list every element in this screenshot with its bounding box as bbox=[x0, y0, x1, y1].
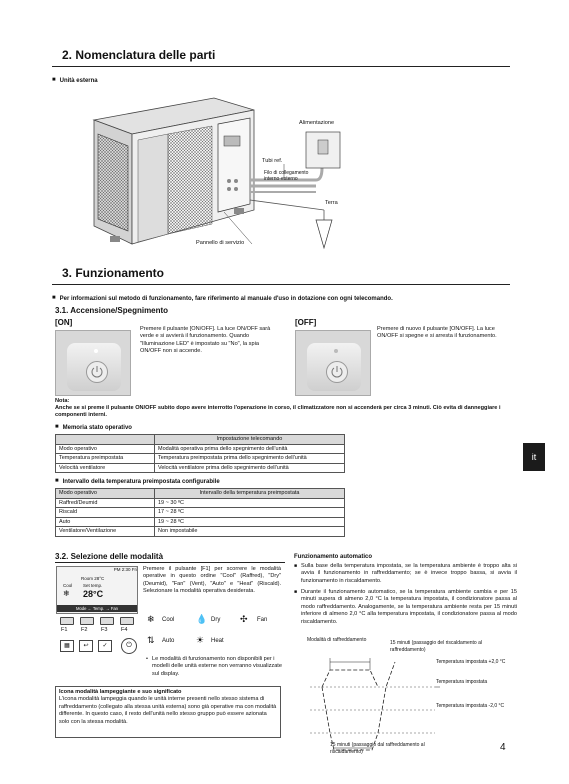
table-cell: Non impostabile bbox=[155, 527, 345, 537]
table-cell: Temperatura preimpostata prima dello spegnimento dell'unità bbox=[155, 454, 345, 464]
memoria-title: ■ Memoria stato operativo bbox=[55, 424, 132, 433]
page-number: 4 bbox=[500, 742, 506, 753]
button-face bbox=[67, 343, 121, 391]
auto-p1-text: Sulla base della temperatura impostata, se la temperatura ambiente è troppo alta si avvia il funzionamento in raffreddamento; se è invece troppo bassa, si avvia il funzionamento in riscaldamento. bbox=[301, 563, 517, 584]
dry-icon: 💧 bbox=[196, 614, 208, 624]
auto-p2-text: Durante il funzionamento automatico, se la temperatura ambiente cambia e per 15 minuti supera di almeno 2,0 °C la temperatura impostata, il condizionatore passa al modo raffreddamento. Analogamente, se la temperatura ambiente resta per 15 minuti inferiore di almeno 2,0 °C alla temperatura impostata, il condizionatore passa al modo riscaldamento. bbox=[301, 589, 517, 625]
table-cell: Impostazione telecomando bbox=[155, 435, 345, 445]
icona-text: L'icona modalità lampeggia quando le unità interne presenti nello stesso sistema di raffreddamento (collegato alla stessa unità esterna) sono già operative ma con modalità differente. In questo caso, il resto dell'unità nello stesso gruppo può essere azionata solo con la stessa modalità. bbox=[59, 696, 277, 725]
divider bbox=[52, 284, 510, 285]
f4-label: F4 bbox=[121, 627, 128, 633]
bullet-icon: ■ bbox=[294, 589, 298, 595]
led-on-indicator bbox=[94, 349, 98, 353]
table-header-row bbox=[56, 435, 345, 445]
nota-text: Anche se si preme il pulsante ON/OFF subito dopo avere interrotto l'operazione in corso, il climatizzatore non si accenderà per circa 3 minuti. Ciò evita di danneggiare i componenti interni. bbox=[55, 405, 501, 419]
label-tubi-ref: Tubi ref. bbox=[262, 158, 283, 164]
f3-label: F3 bbox=[101, 627, 108, 633]
table-cell: Modo operativo bbox=[56, 489, 155, 499]
table-row bbox=[56, 444, 345, 454]
auto-icon: ⇅ bbox=[147, 635, 155, 645]
on-button-illustration bbox=[55, 330, 131, 396]
confirm-button[interactable]: ✓ bbox=[98, 640, 112, 652]
subtitle-unita-esterna: ■ Unità esterna bbox=[52, 77, 98, 86]
section-title-nomenclatura: 2. Nomenclatura delle parti bbox=[62, 48, 216, 62]
heat-icon: ☀ bbox=[196, 635, 205, 645]
table-cell: Auto bbox=[56, 517, 155, 527]
menu-button[interactable]: ▦ bbox=[60, 640, 74, 652]
memoria-table bbox=[55, 434, 345, 473]
f2-key[interactable] bbox=[80, 617, 94, 625]
table-cell: Velocità ventilatore bbox=[56, 463, 155, 473]
intervallo-table bbox=[55, 488, 345, 537]
modes-note-text: Le modalità di funzionamento non disponibili per i modelli delle unità esterne non verranno visualizzate sul display. bbox=[152, 656, 282, 677]
table-row bbox=[56, 498, 345, 508]
nota-label: Nota: bbox=[55, 398, 70, 404]
off-label: [OFF] bbox=[295, 318, 317, 327]
remote-lcd bbox=[56, 566, 138, 614]
modes-note bbox=[146, 656, 286, 678]
table-header-row bbox=[56, 489, 345, 499]
table-cell: Modalità operativa prima dello spegnimento dell'unità bbox=[155, 444, 345, 454]
on-description: Premere il pulsante [ON/OFF]. La luce ON/OFF sarà verde e si avvierà il funzionamento. Quando "Illuminazione LED" è impostato su "No", la spia ON/OFF non si accende. bbox=[140, 326, 271, 355]
off-description: Premere di nuovo il pulsante [ON/OFF]. La luce ON/OFF si spegne e si arresta il funzionamento. bbox=[377, 326, 497, 340]
table-row bbox=[56, 517, 345, 527]
lcd-temp: 28°C bbox=[83, 589, 104, 599]
graph-15-heat: 15 minuti (passaggio dal raffreddamento al riscaldamento) bbox=[330, 742, 425, 755]
mode-heat-label: Heat bbox=[211, 638, 224, 644]
table-row bbox=[56, 527, 345, 537]
table-cell: Raffred/Deumid bbox=[56, 498, 155, 508]
table-cell: 17 ~ 28 ºC bbox=[155, 508, 345, 518]
auto-p1 bbox=[294, 563, 517, 585]
subsection-accensione: 3.1. Accensione/Spegnimento bbox=[55, 306, 169, 315]
graph-minus: Temperatura impostata -2,0 °C bbox=[436, 703, 505, 709]
mode-auto-label: Auto bbox=[162, 638, 175, 644]
table-cell: 19 ~ 30 ºC bbox=[155, 498, 345, 508]
table-cell: Velocità ventilatore prima dello spegnimento dell'unità bbox=[155, 463, 345, 473]
led-off-indicator bbox=[334, 349, 338, 353]
bullet-icon: • bbox=[146, 656, 148, 662]
divider bbox=[52, 66, 510, 67]
f3-key[interactable] bbox=[100, 617, 114, 625]
fan-icon: ✣ bbox=[240, 614, 248, 624]
snowflake-icon: ❄ bbox=[63, 589, 70, 598]
table-row bbox=[56, 454, 345, 464]
table-cell: Riscald bbox=[56, 508, 155, 518]
power-icon bbox=[86, 361, 108, 383]
f2-label: F2 bbox=[81, 627, 88, 633]
table-row bbox=[56, 508, 345, 518]
table-row bbox=[56, 463, 345, 473]
subsection-selezione: 3.2. Selezione delle modalità bbox=[55, 552, 164, 561]
lcd-menu-bar: Mode ← Temp. → Fan bbox=[57, 605, 137, 612]
table-cell: 19 ~ 28 ºC bbox=[155, 517, 345, 527]
cool-icon: ❄ bbox=[147, 614, 155, 624]
graph-cool-label: Modalità di raffreddamento bbox=[307, 637, 367, 643]
mode-fan-label: Fan bbox=[257, 617, 268, 623]
divider bbox=[55, 562, 285, 563]
lcd-set-temp: Set temp. bbox=[83, 583, 103, 588]
off-button-illustration bbox=[295, 330, 371, 396]
label-pannello: Pannello di servizio bbox=[196, 240, 245, 246]
table-cell: Modo operativo bbox=[56, 444, 155, 454]
graph-set: Temperatura impostata bbox=[436, 679, 488, 685]
language-tab: it bbox=[523, 443, 545, 471]
lcd-time: PM 2:30 Fri bbox=[113, 567, 137, 572]
f4-key[interactable] bbox=[120, 617, 134, 625]
bullet-icon: ■ bbox=[294, 563, 298, 569]
table-cell: Intervallo della temperatura preimpostata bbox=[155, 489, 345, 499]
lcd-cool: Cool bbox=[63, 583, 73, 588]
lcd-room: Room 28°C bbox=[81, 576, 105, 581]
f1-key[interactable] bbox=[60, 617, 74, 625]
return-button[interactable]: ↩ bbox=[79, 640, 93, 652]
power-button[interactable]: ⏻ bbox=[121, 638, 137, 654]
graph-plus: Temperatura impostata +2,0 °C bbox=[436, 659, 506, 665]
auto-title: Funzionamento automatico bbox=[294, 554, 372, 560]
label-terra: Terra bbox=[325, 200, 338, 206]
icona-title: Icona modalità lampeggiante e suo significato bbox=[59, 689, 182, 695]
button-face bbox=[307, 343, 361, 391]
outdoor-unit-diagram bbox=[84, 86, 374, 266]
table-cell bbox=[56, 435, 155, 445]
icona-box bbox=[55, 686, 281, 738]
f1-label: F1 bbox=[61, 627, 68, 633]
mode-cool-label: Cool bbox=[162, 617, 175, 623]
label-filo: Filo di collegamento interno-esterno bbox=[264, 170, 309, 182]
mode-dry-label: Dry bbox=[211, 617, 221, 623]
intro-text: ■ Per informazioni sul metodo di funzionamento, fare riferimento al manuale d'uso in dotazione con ogni telecomando. bbox=[52, 295, 512, 304]
section-title-funzionamento: 3. Funzionamento bbox=[62, 266, 164, 280]
graph-15-cool: 15 minuti (passaggio del riscaldamento al raffreddamento) bbox=[390, 640, 482, 653]
label-alimentazione: Alimentazione bbox=[299, 120, 335, 126]
on-label: [ON] bbox=[55, 318, 73, 327]
auto-p2 bbox=[294, 589, 517, 626]
selezione-description: Premere il pulsante [F1] per scorrere le modalità operative in questo ordine "Cool" (Raffred), "Dry" (Deumid), "Fan" (Vent), "Auto" e "Heat" (Riscald). Selezionare la modalità operativa desiderata. bbox=[143, 566, 281, 595]
intervallo-title: ■ Intervallo della temperatura preimpostata configurabile bbox=[55, 478, 220, 487]
power-icon bbox=[326, 361, 348, 383]
table-cell: Temperatura preimpostata bbox=[56, 454, 155, 464]
table-cell: Ventilatore/Ventilazione bbox=[56, 527, 155, 537]
